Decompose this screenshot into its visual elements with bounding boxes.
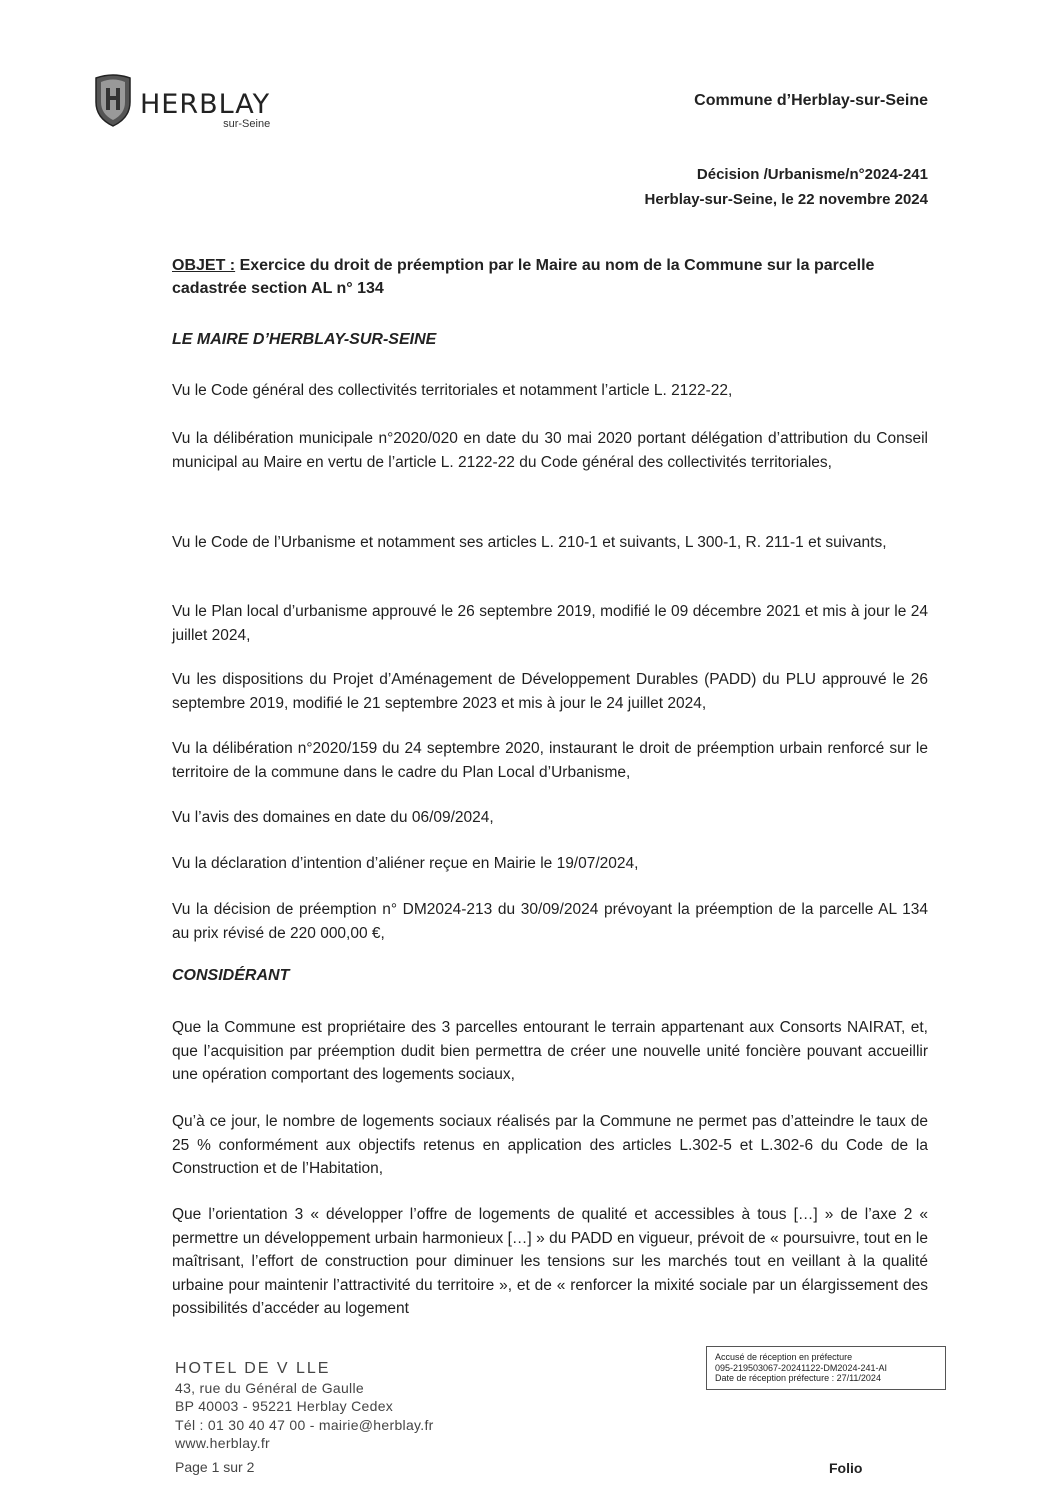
- logo-subtitle: sur-Seine: [223, 118, 271, 130]
- considerant-paragraph: Que la Commune est propriétaire des 3 parcelles entourant le terrain appartenant aux Consorts NAIRAT, et, que l’acquisition par préemption dudit bien permettra de créer une nouvelle unité foncière pouvant accueillir une opération comportant des logements sociaux,: [172, 1019, 928, 1083]
- footer-address: [175, 1360, 434, 1453]
- stamp-line-2: 095-219503067-20241122-DM2024-241-AI: [715, 1362, 887, 1373]
- address-line-2: BP 40003 - 95221 Herblay Cedex: [175, 1398, 394, 1414]
- vu-paragraph: Vu le Code général des collectivités territoriales et notamment l’article L. 2122-22,: [172, 382, 733, 399]
- folio-label: Folio: [829, 1460, 863, 1476]
- stamp-line-3: Date de réception préfecture : 27/11/2024: [715, 1373, 881, 1383]
- objet-text: Exercice du droit de préemption par le Maire au nom de la Commune sur la parcelle cadastrée section AL n° 134: [172, 257, 875, 297]
- page-number: Page 1 sur 2: [175, 1459, 255, 1475]
- vu-paragraph: Vu le Plan local d’urbanisme approuvé le 26 septembre 2019, modifié le 09 décembre 2021 et mis à jour le 24 juillet 2024,: [172, 603, 928, 644]
- vu-paragraph: Vu la délibération municipale n°2020/020 en date du 30 mai 2020 portant délégation d’attribution du Conseil municipal au Maire en vertu de l’article L. 2122-22 du Code général des collectivités territoriales,: [172, 430, 928, 471]
- considerant-paragraph: Qu’à ce jour, le nombre de logements sociaux réalisés par la Commune ne permet pas d’atteindre le taux de 25 % conformément aux objectifs retenus en application des articles L.302-5 et L.302-6 du Code de la Construction et de l’Habitation,: [172, 1113, 928, 1177]
- place-date: Herblay-sur-Seine, le 22 novembre 2024: [644, 191, 928, 208]
- prefecture-receipt-stamp: [706, 1346, 946, 1390]
- address-line-1: 43, rue du Général de Gaulle: [175, 1379, 364, 1396]
- logo-name: HERBLAY: [140, 89, 271, 120]
- considerant-heading: CONSIDÉRANT: [172, 967, 290, 984]
- city-crest-icon: [92, 72, 134, 128]
- vu-paragraph: Vu l’avis des domaines en date du 06/09/2024,: [172, 809, 494, 826]
- commune-name: Commune d’Herblay-sur-Seine: [694, 92, 928, 109]
- herblay-logo: [92, 72, 270, 130]
- vu-paragraph: Vu les dispositions du Projet d’Aménagement de Développement Durables (PADD) du PLU approuvé le 26 septembre 2019, modifié le 21 septembre 2023 et mis à jour le 24 juillet 2024,: [172, 671, 928, 712]
- objet-label: OBJET :: [172, 257, 236, 274]
- website: www.herblay.fr: [175, 1435, 270, 1451]
- decision-reference-block: [645, 162, 928, 212]
- vu-paragraph: Vu la décision de préemption n° DM2024-213 du 30/09/2024 prévoyant la préemption de la parcelle AL 134 au prix révisé de 220 000,00 €,: [172, 901, 928, 942]
- hotel-de-ville-label: HOTEL DE V LLE: [175, 1360, 331, 1377]
- stamp-line-1: Accusé de réception en préfecture: [715, 1352, 853, 1362]
- vu-paragraph: Vu la délibération n°2020/159 du 24 septembre 2020, instaurant le droit de préemption urbain renforcé sur le territoire de la commune dans le cadre du Plan Local d’Urbanisme,: [172, 740, 928, 781]
- contact-line: Tél : 01 30 40 47 00 - mairie@herblay.fr: [175, 1416, 434, 1433]
- maire-heading: LE MAIRE D’HERBLAY-SUR-SEINE: [172, 331, 437, 348]
- considerant-paragraph: Que l’orientation 3 « développer l’offre de logements de qualité et accessibles à tous […] » de l’axe 2 « permettre un développement urbain harmonieux […] » du PADD en vigueur, prévoit de « poursuivre, tout en le maîtrisant, l’effort de construction pour diminuer les tensions sur les marchés tout en veillant à la qualité urbaine pour maintenir l’attractivité du territoire », et de « renforcer la mixité sociale par un élargissement des possibilités d’accéder au logement: [172, 1206, 928, 1317]
- decision-number: Décision /Urbanisme/n°2024-241: [696, 166, 928, 183]
- objet-block: [172, 254, 932, 300]
- vu-paragraph: Vu la déclaration d’intention d’aliéner reçue en Mairie le 19/07/2024,: [172, 855, 639, 872]
- vu-paragraph: Vu le Code de l’Urbanisme et notamment ses articles L. 210-1 et suivants, L 300-1, R. 211-1 et suivants,: [172, 534, 887, 551]
